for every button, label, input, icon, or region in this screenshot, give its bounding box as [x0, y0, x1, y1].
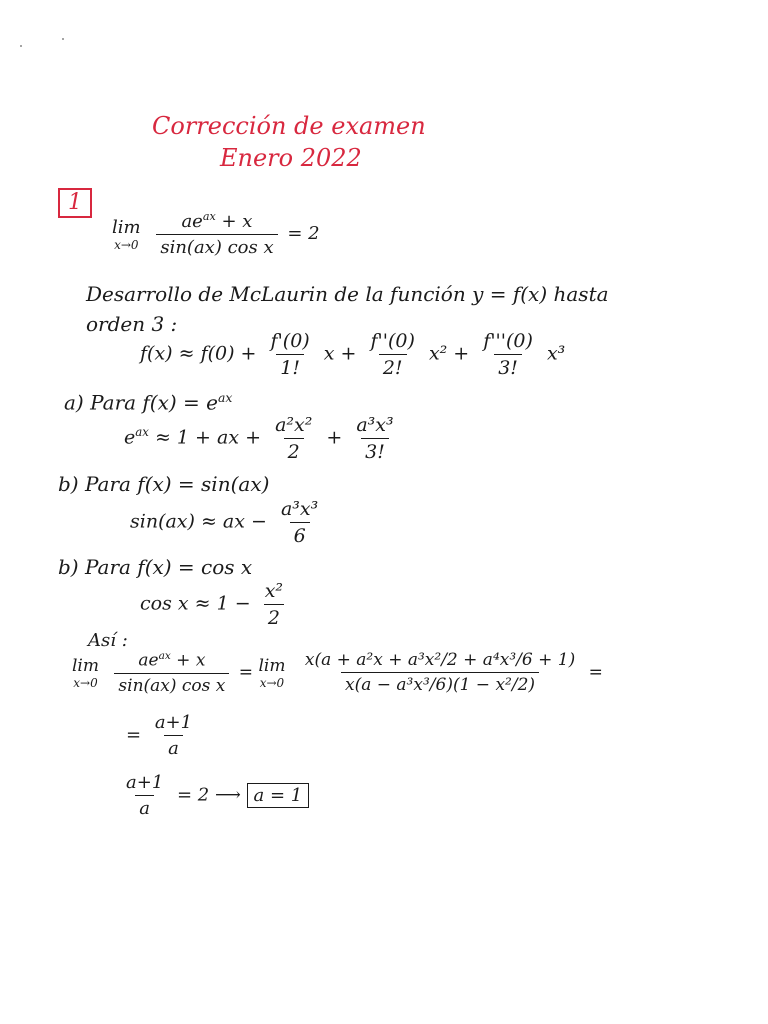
asi-label: Así : [88, 630, 128, 651]
asi-fraction [114, 650, 229, 696]
asi-num-base: ae [138, 650, 159, 671]
case-a-frac-2-den: 3! [361, 438, 389, 463]
problem-fraction [156, 210, 277, 258]
term-3-num: f'''(0) [483, 330, 533, 352]
case-b-frac-num: a³x³ [280, 498, 319, 520]
case-a-frac-1-num: a²x² [275, 414, 313, 436]
asi-num-exp: ax [158, 650, 171, 662]
limit-operator [258, 656, 285, 690]
term-2-tail: x² + [428, 342, 470, 365]
final-den: a [135, 795, 154, 819]
problem-rhs: = 2 [287, 223, 320, 244]
final-mid: = 2 ⟶ [177, 784, 241, 806]
asi-fraction-num [134, 650, 209, 673]
result-num: a+1 [154, 712, 193, 733]
case-b-expansion [130, 498, 326, 547]
lim-subscript: x→0 [114, 237, 139, 252]
taylor-lhs: f(x) ≈ f(0) + [140, 342, 257, 365]
limit-operator [112, 217, 141, 252]
case-b-lhs: sin(ax) ≈ ax − [130, 510, 267, 533]
case-a-expansion [124, 414, 402, 463]
asi-num-tail: + x [170, 650, 206, 671]
taylor-term-3 [479, 330, 537, 379]
num-base: ae [181, 211, 203, 232]
case-a-heading-text: a) Para f(x) = e [64, 390, 219, 415]
fraction-numerator [177, 210, 256, 234]
intro-line-1: Desarrollo de McLaurin de la función y = f(x) hasta [86, 282, 609, 306]
taylor-formula [140, 330, 565, 379]
equals-sign: = [238, 662, 254, 683]
problem-statement [112, 210, 320, 258]
lim-label: lim [72, 655, 99, 676]
taylor-term-2 [366, 330, 418, 379]
final-fraction [122, 772, 167, 819]
term-1-den: 1! [276, 354, 304, 379]
taylor-term-1 [267, 330, 314, 379]
limit-result [126, 712, 200, 759]
case-c-heading: b) Para f(x) = cos x [58, 555, 253, 579]
case-b-frac-den: 6 [290, 522, 310, 547]
asi-fraction-den: sin(ax) cos x [114, 673, 229, 696]
term-2-num: f''(0) [370, 330, 415, 352]
fraction-denominator: sin(ax) cos x [156, 234, 277, 258]
num-tail: + x [215, 211, 253, 232]
case-a-mid: ≈ 1 + ax + [154, 426, 262, 449]
case-a-heading [64, 390, 232, 415]
pen-mark [62, 38, 64, 40]
case-c-frac-den: 2 [264, 604, 284, 629]
case-b-heading: b) Para f(x) = sin(ax) [58, 472, 270, 496]
boxed-answer: a = 1 [247, 783, 310, 808]
term-3-den: 3! [494, 354, 522, 379]
lim-subscript: x→0 [259, 675, 285, 690]
term-1-num: f'(0) [270, 330, 310, 352]
case-a-frac-2 [352, 414, 397, 463]
equals-sign: = [588, 662, 603, 683]
case-a-frac-1 [271, 414, 316, 463]
result-fraction [151, 712, 196, 759]
final-answer [118, 772, 309, 819]
exercise-number: 1 [58, 188, 92, 218]
case-a-frac-1-den: 2 [284, 438, 304, 463]
case-c-frac [261, 580, 287, 629]
case-b-frac [277, 498, 322, 547]
page-title: Corrección de examen [152, 112, 426, 140]
case-a-lhs: e [124, 426, 136, 449]
case-a-plus: + [326, 426, 343, 449]
case-c-expansion [140, 580, 291, 629]
result-den: a [164, 735, 183, 759]
expanded-fraction-den: x(a − a³x³/6)(1 − x²/2) [341, 672, 539, 695]
limit-operator [72, 656, 99, 690]
pen-mark [20, 45, 22, 47]
intro-line-2: orden 3 : [86, 312, 178, 336]
case-a-heading-exp: ax [218, 390, 233, 405]
lim-label: lim [112, 216, 141, 238]
final-limit [72, 650, 603, 696]
expanded-fraction [301, 650, 579, 695]
lim-subscript: x→0 [73, 675, 98, 690]
term-3-tail: x³ [546, 342, 566, 365]
case-c-lhs: cos x ≈ 1 − [140, 592, 251, 615]
num-exponent: ax [202, 210, 216, 223]
case-a-frac-2-num: a³x³ [356, 414, 394, 436]
case-a-lhs-exp: ax [135, 425, 149, 440]
page-subtitle: Enero 2022 [220, 144, 362, 172]
term-1-tail: x + [323, 342, 357, 365]
term-2-den: 2! [379, 354, 407, 379]
case-c-frac-num: x² [264, 580, 284, 602]
lim-label: lim [258, 655, 286, 676]
final-num: a+1 [126, 772, 164, 793]
expanded-fraction-num: x(a + a²x + a³x²/2 + a⁴x³/6 + 1) [304, 650, 576, 671]
result-equals: = [126, 724, 142, 746]
